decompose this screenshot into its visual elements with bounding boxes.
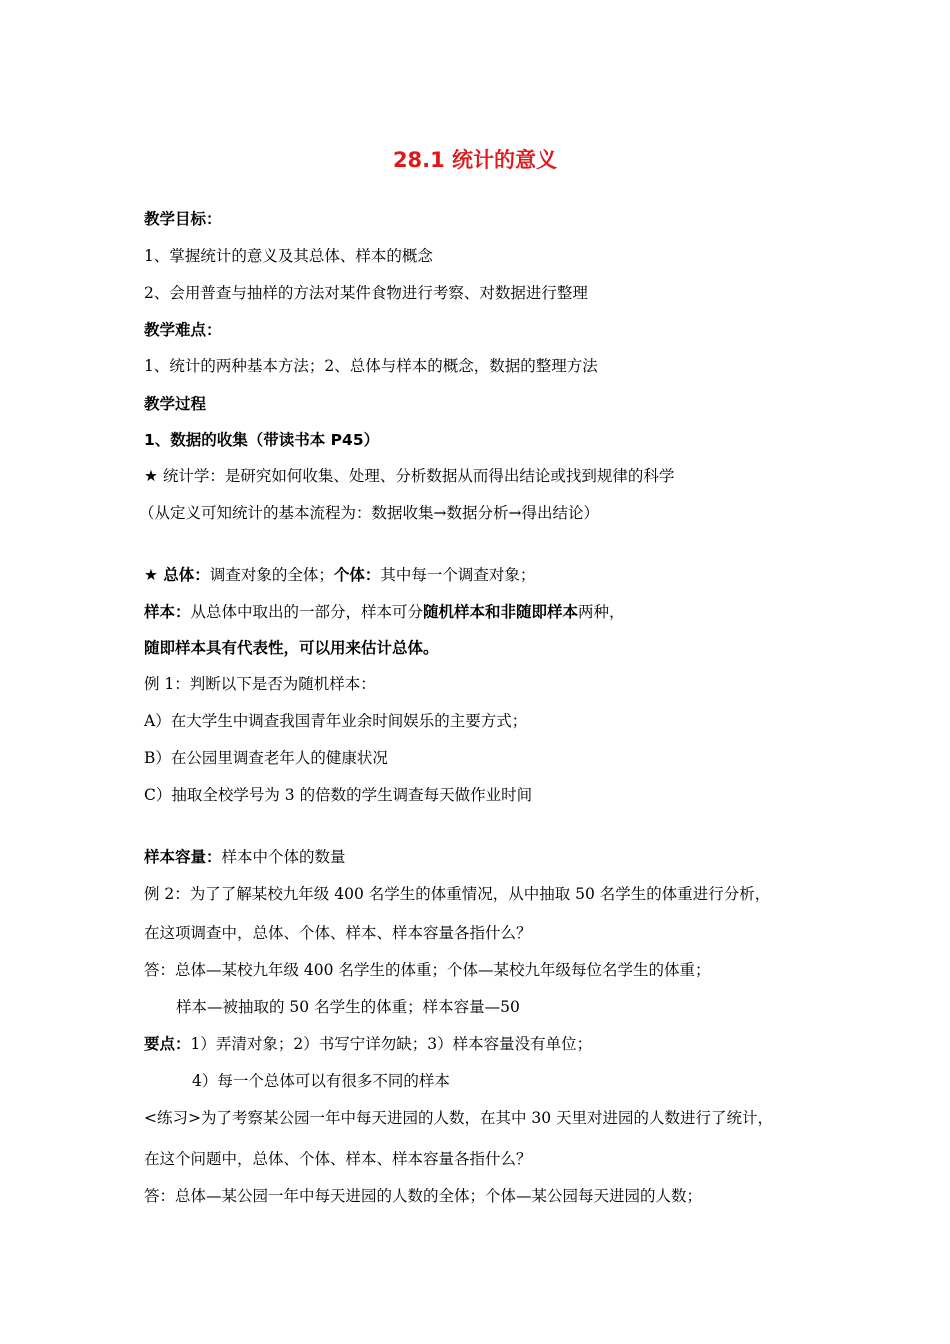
sample-types: 随机样本和非随即样本	[423, 603, 579, 621]
sample-definition	[144, 602, 625, 622]
capacity-text: 样本中个体的数量	[221, 848, 346, 866]
goal-item-1: 1、掌握统计的意义及其总体、样本的概念	[144, 247, 433, 265]
sample-label: 样本：	[144, 603, 191, 621]
example-1-question: 例 1：判断以下是否为随机样本：	[144, 675, 376, 693]
statistics-flow: （从定义可知统计的基本流程为：数据收集→数据分析→得出结论）	[139, 504, 599, 522]
process-heading: 教学过程	[144, 395, 207, 413]
practice-line-2: 在这个问题中，总体、个体、样本、样本容量各指什么？	[144, 1150, 532, 1168]
key-point-4: 4）每一个总体可以有很多不同的样本	[192, 1072, 450, 1090]
total-label: 总体：	[157, 566, 210, 584]
capacity-label: 样本容量：	[144, 848, 222, 866]
example-1-option-c: C）抽取全校学号为 3 的倍数的学生调查每天做作业时间	[144, 786, 533, 804]
example-1-option-a: A）在大学生中调查我国青年业余时间娱乐的主要方式；	[144, 712, 528, 730]
practice-line-1: <练习>为了考察某公园一年中每天进园的人数，在其中 30 天里对进园的人数进行了统计，	[144, 1109, 774, 1127]
example-2-answer-2: 样本—被抽取的 50 名学生的体重；样本容量—50	[176, 998, 520, 1016]
star-icon: ★	[144, 566, 158, 584]
total-text: 调查对象的全体；	[209, 566, 334, 584]
star-icon: ★	[144, 467, 158, 485]
sample-capacity-definition	[144, 847, 346, 867]
key-points-text: 1）弄清对象；2）书写宁详勿缺；3）样本容量没有单位；	[190, 1035, 593, 1053]
goals-heading: 教学目标：	[144, 210, 222, 228]
individual-text: 其中每一个调查对象；	[380, 566, 536, 584]
individual-label: 个体：	[333, 566, 381, 584]
practice-answer-1: 答：总体—某公园一年中每天进园的人数的全体；个体—某公园每天进园的人数；	[144, 1187, 703, 1205]
example-2-line-2: 在这项调查中，总体、个体、样本、样本容量各指什么？	[144, 924, 532, 942]
key-points	[144, 1034, 592, 1054]
goal-item-2: 2、会用普查与抽样的方法对某件食物进行考察、对数据进行整理	[144, 284, 588, 302]
key-points-label: 要点：	[144, 1035, 191, 1053]
example-2-line-1: 例 2：为了了解某校九年级 400 名学生的体重情况，从中抽取 50 名学生的体重进行分析，	[144, 885, 771, 903]
sample-tail: 两种，	[578, 603, 625, 621]
page-title: 28.1 统计的意义	[392, 148, 558, 172]
sample-text: 从总体中取出的一部分，样本可分	[190, 603, 424, 621]
statistics-definition-text: 统计学：是研究如何收集、处理、分析数据从而得出结论或找到规律的科学	[157, 467, 675, 485]
difficulty-heading: 教学难点：	[144, 321, 222, 339]
difficulty-text: 1、统计的两种基本方法；2、总体与样本的概念，数据的整理方法	[144, 357, 598, 375]
example-2-answer-1: 答：总体—某校九年级 400 名学生的体重；个体—某校九年级每位名学生的体重；	[144, 961, 711, 979]
section-1-heading: 1、数据的收集（带读书本 P45）	[144, 431, 380, 449]
example-1-option-b: B）在公园里调查老年人的健康状况	[144, 749, 388, 767]
total-definition	[144, 565, 535, 585]
statistics-definition	[144, 466, 674, 486]
random-sample-note: 随即样本具有代表性，可以用来估计总体。	[144, 639, 439, 657]
